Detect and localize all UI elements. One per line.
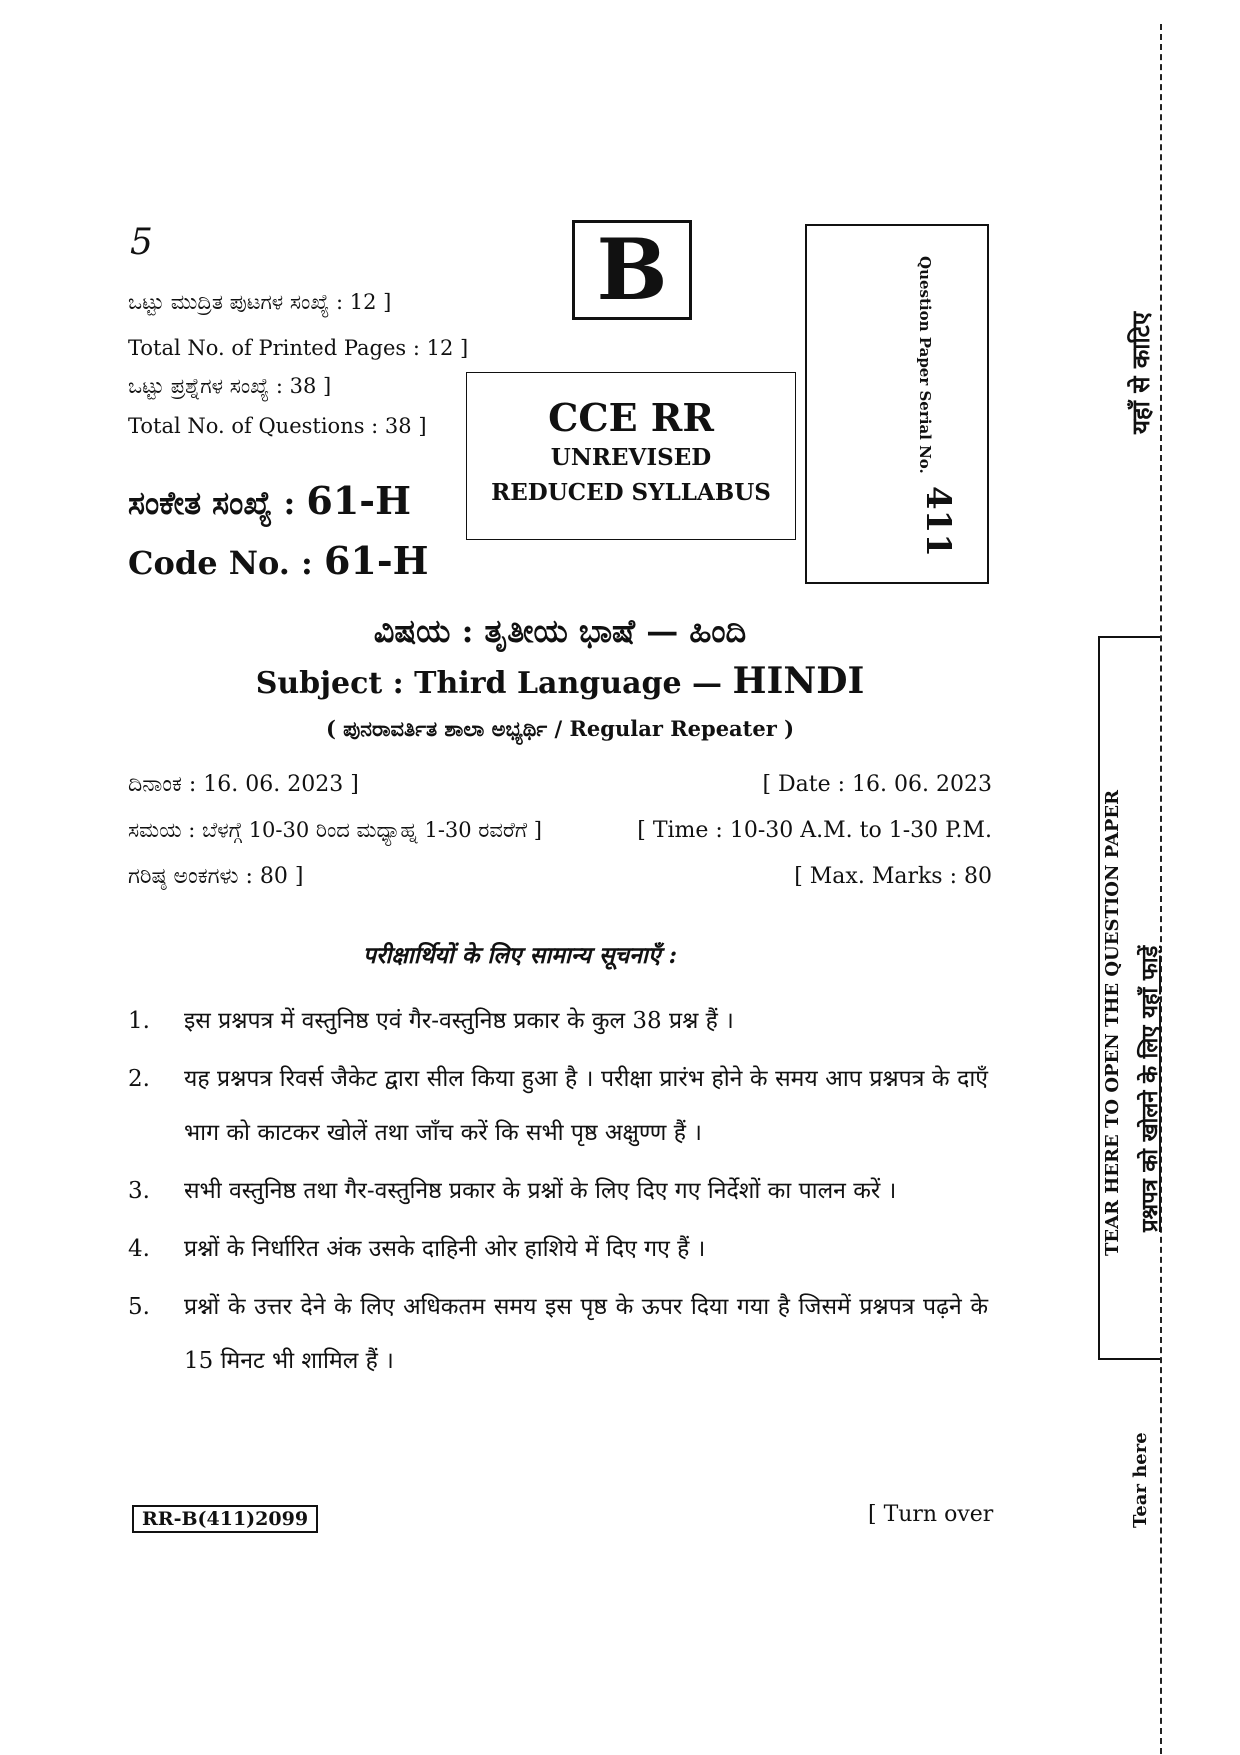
course-title: CCE RR bbox=[548, 395, 714, 440]
subject-kannada: ವಿಷಯ : ತೃತೀಯ ಭಾಷೆ — ಹಿಂದಿ bbox=[373, 612, 747, 650]
date-english: [ Date : 16. 06. 2023 bbox=[762, 772, 992, 797]
code-english-label: Code No. : bbox=[128, 544, 324, 582]
course-box bbox=[466, 372, 796, 540]
instruction-number: 5. bbox=[128, 1294, 150, 1320]
printed-pages-kannada: ಒಟ್ಟು ಮುದ್ರಿತ ಪುಟಗಳ ಸಂಖ್ಯೆ : 12 ] bbox=[128, 290, 392, 314]
instruction-item bbox=[128, 1222, 988, 1276]
instruction-item bbox=[128, 1052, 988, 1160]
instruction-text: इस प्रश्नपत्र में वस्तुनिष्ठ एवं गैर-वस्तुनिष्ठ प्रकार के कुल 38 प्रश्न हैं । bbox=[184, 1008, 734, 1034]
time-english: [ Time : 10-30 A.M. to 1-30 P.M. bbox=[637, 818, 992, 843]
instruction-item bbox=[128, 1164, 988, 1218]
version-letter-box bbox=[572, 220, 692, 320]
code-kannada-label: ಸಂಕೇತ ಸಂಖ್ಯೆ : bbox=[128, 484, 307, 522]
tear-open-hindi: प्रश्नपत्र को खोलने के लिए यहाँ फाड़ें bbox=[1137, 945, 1163, 1232]
time-kannada: ಸಮಯ : ಬೆಳಗ್ಗೆ 10-30 ರಿಂದ ಮಧ್ಯಾಹ್ನ 1-30 ರವರೆಗೆ ] bbox=[128, 818, 542, 842]
tear-dashed-line bbox=[1160, 24, 1162, 1754]
questions-count-english: Total No. of Questions : 38 ] bbox=[128, 414, 427, 438]
subject-hindi-word: HINDI bbox=[732, 660, 865, 702]
instruction-item bbox=[128, 994, 988, 1048]
course-line-1: UNREVISED bbox=[550, 443, 712, 471]
candidate-type: ( ಪುನರಾವರ್ತಿತ ಶಾಲಾ ಅಭ್ಯರ್ಥಿ / Regular Repeater ) bbox=[325, 716, 795, 741]
serial-number-box bbox=[805, 224, 989, 584]
subject-english-prefix: Subject : Third Language — bbox=[255, 666, 733, 701]
course-line-2: REDUCED SYLLABUS bbox=[491, 479, 771, 507]
serial-number-value: 411 bbox=[918, 486, 958, 557]
instruction-text: सभी वस्तुनिष्ठ तथा गैर-वस्तुनिष्ठ प्रकार के प्रश्नों के लिए दिए गए निर्देशों का पालन करें । bbox=[184, 1178, 897, 1204]
instructions-list bbox=[128, 994, 988, 1392]
date-kannada: ದಿನಾಂಕ : 16. 06. 2023 ] bbox=[128, 772, 359, 797]
questions-count-kannada: ಒಟ್ಟು ಪ್ರಶ್ನೆಗಳ ಸಂಖ್ಯೆ : 38 ] bbox=[128, 374, 332, 398]
instruction-item bbox=[128, 1280, 988, 1388]
instruction-text: यह प्रश्नपत्र रिवर्स जैकेट द्वारा सील किया हुआ है । परीक्षा प्रारंभ होने के समय आप प्रश्नपत्र के दाएँ भाग को काटकर खोलें तथा जाँच करें कि सभी पृष्ठ अक्षुण्ण हैं । bbox=[184, 1066, 988, 1146]
tear-open-english: TEAR HERE TO OPEN THE QUESTION PAPER bbox=[1102, 789, 1123, 1256]
printed-pages-english: Total No. of Printed Pages : 12 ] bbox=[128, 336, 469, 360]
marks-kannada: ಗರಿಷ್ಠ ಅಂಕಗಳು : 80 ] bbox=[128, 864, 304, 889]
marks-english: [ Max. Marks : 80 bbox=[794, 864, 992, 889]
instruction-text: प्रश्नों के निर्धारित अंक उसके दाहिनी ओर हाशिये में दिए गए हैं । bbox=[184, 1236, 706, 1262]
subject-english bbox=[0, 660, 1120, 702]
code-kannada-value: 61-H bbox=[306, 478, 411, 523]
tear-here-label: Tear here bbox=[1130, 1432, 1151, 1528]
instruction-number: 3. bbox=[128, 1178, 150, 1204]
code-english-value: 61-H bbox=[323, 538, 429, 583]
code-number-kannada bbox=[128, 478, 411, 523]
cut-here-label: यहाँ से काटिए bbox=[1126, 311, 1155, 434]
code-number-english bbox=[128, 538, 429, 583]
instruction-number: 2. bbox=[128, 1066, 150, 1092]
instruction-number: 4. bbox=[128, 1236, 150, 1262]
instructions-heading: परीक्षार्थियों के लिए सामान्य सूचनाएँ : bbox=[362, 942, 678, 969]
page-number: 5 bbox=[130, 222, 153, 263]
serial-number-label: Question Paper Serial No. bbox=[916, 256, 934, 474]
paper-code: RR-B(411)2099 bbox=[132, 1505, 318, 1533]
instruction-text: प्रश्नों के उत्तर देने के लिए अधिकतम समय इस पृष्ठ के ऊपर दिया गया है जिसमें प्रश्नपत्र पढ़ने के 15 मिनट भी शामिल हैं । bbox=[184, 1294, 988, 1374]
version-letter: B bbox=[596, 220, 668, 319]
instruction-number: 1. bbox=[128, 1008, 150, 1034]
turn-over-note: [ Turn over bbox=[868, 1502, 994, 1527]
